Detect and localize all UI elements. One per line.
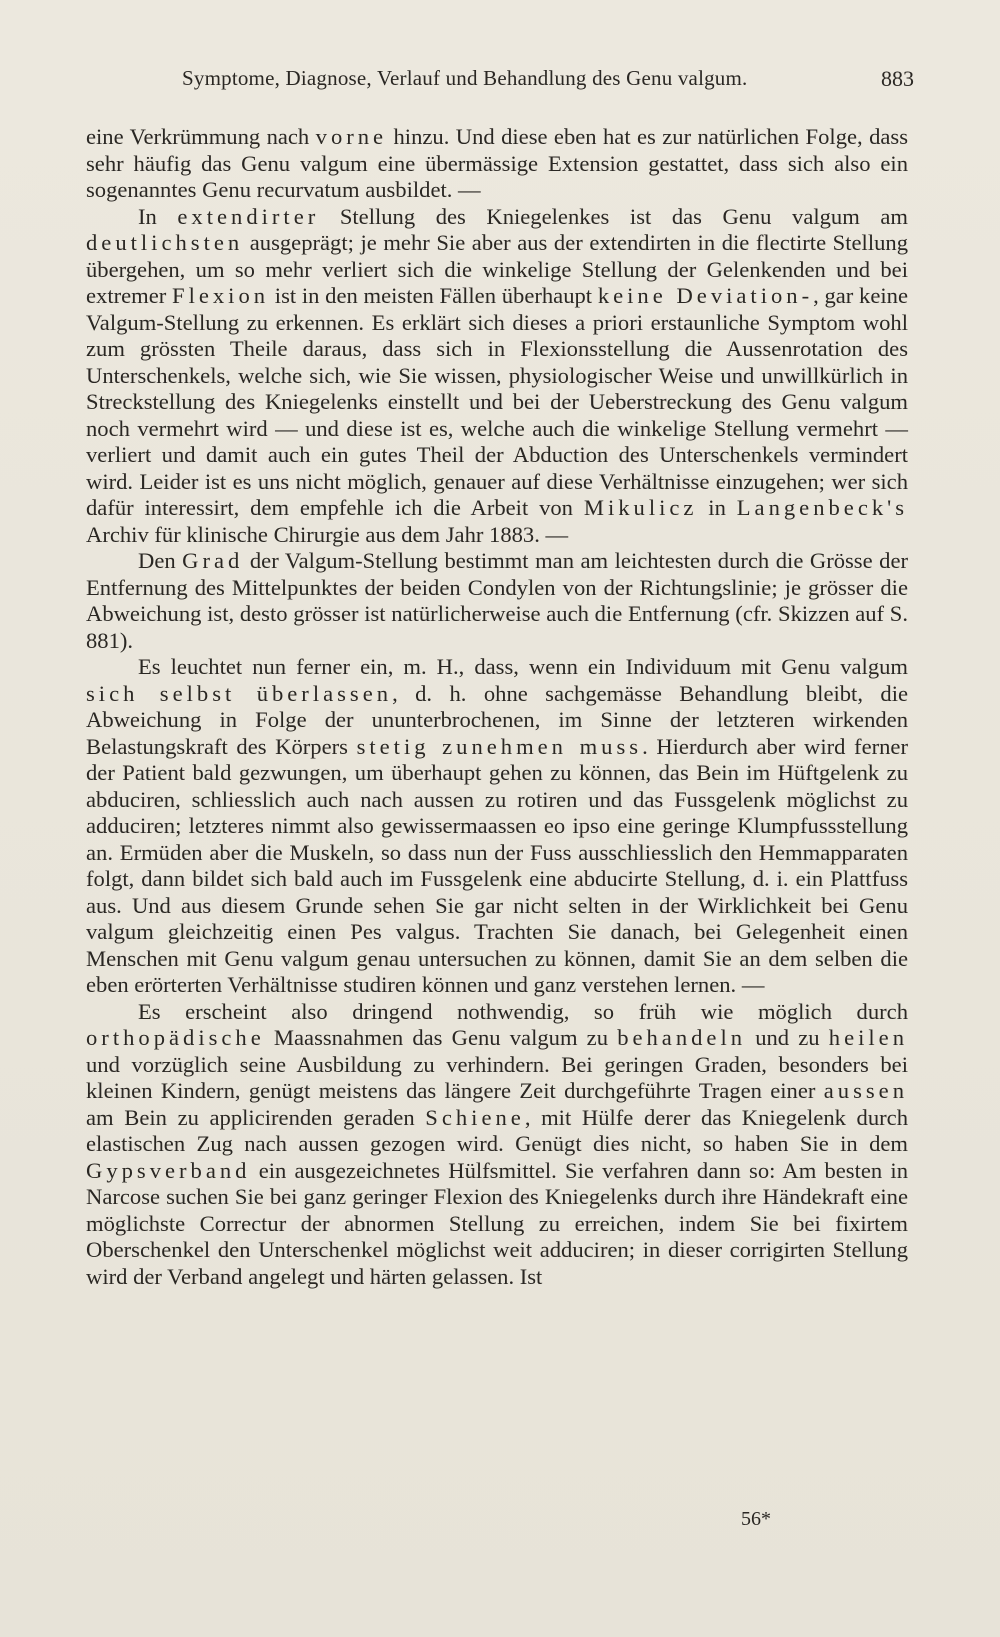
text-run: ein ausgezeichnetes Hülfsmittel. Sie verfahren dann so: Am besten in Narcose suchen Sie bei ganz geringer Flexion des Kniegelenks durch ihre Händekraft eine möglichste Correctur der abnormen Stellung zu erreichen, indem Sie bei fixirtem Oberschenkel den Unterschenkel möglichst weit adduciren; in dieser corrigirten Stellung wird der Verband angelegt und härten gelassen. Ist (86, 1157, 908, 1289)
emphasis-spaced-text: Gypsverband (86, 1157, 251, 1183)
emphasis-spaced-text: deutlichsten (86, 230, 244, 255)
text-run: Es erscheint also dringend nothwendig, so früh wie möglich durch (138, 998, 908, 1024)
page-header (86, 66, 914, 96)
emphasis-spaced-text: orthopädische (86, 1025, 265, 1050)
emphasis-spaced-text: Flexion (172, 283, 270, 308)
text-run: Archiv für klinische Chirurgie aus dem Jahr 1883. — (86, 521, 569, 547)
text-run: in (697, 495, 737, 520)
text-run: Maassnahmen das Genu valgum zu (264, 1025, 618, 1050)
body-text (86, 124, 908, 1290)
signature-mark: 56* (741, 1508, 771, 1530)
emphasis-spaced-text: stetig zunehmen muss (356, 733, 643, 759)
emphasis-spaced-text: keine Deviation- (597, 283, 814, 308)
text-run: hinzu. Und diese eben hat es zur natürlichen Folge, dass sehr häufig das Genu valgum eine übermässige Extension gestattet, dass sich also ein sogenanntes Genu recurvatum ausbildet. — (86, 124, 908, 202)
text-run: Stellung des Kniegelenkes ist das Genu valgum am (319, 203, 908, 229)
emphasis-spaced-text: Grad (182, 548, 244, 573)
emphasis-spaced-text: extendirter (177, 203, 320, 229)
text-run: Es leuchtet nun ferner ein, m. H., dass, wenn ein Individuum mit Genu valgum (138, 654, 908, 679)
emphasis-spaced-text: vorne (315, 124, 388, 149)
page-number: 883 (881, 66, 914, 91)
paragraph (86, 654, 908, 999)
emphasis-spaced-text: Mikulicz (583, 495, 698, 520)
text-run: eine Verkrümmung nach (86, 124, 316, 149)
paragraph (86, 124, 908, 204)
text-run: , mit Hülfe derer das Kniegelenk durch elastischen Zug nach aussen gezogen wird. Genügt dies nicht, so haben Sie in dem (86, 1104, 909, 1156)
text-run: am Bein zu applicirenden geraden (86, 1104, 426, 1130)
running-title: Symptome, Diagnose, Verlauf und Behandlung des Genu valgum. (182, 66, 748, 90)
paragraph (86, 999, 908, 1291)
text-run: und vorzüglich seine Ausbildung zu verhindern. Bei geringen Graden, besonders bei kleinen Kindern, genügt meistens das längere Zeit durchgeführte Tragen einer (86, 1051, 908, 1103)
text-run: Den (138, 548, 183, 573)
text-run: der Valgum-Stellung bestimmt man am leichtesten durch die Grösse der Entfernung des Mittelpunktes der beiden Condylen von der Richtungslinie; je grösser die Abweichung ist, desto grösser ist natürlicherweise auch die Entfernung (cfr. Skizzen auf S. 881). (86, 548, 908, 653)
text-run: ausgeprägt; je mehr Sie aber aus der extendirten in die flectirte Stellung übergehen, um so mehr verliert sich die winkelige Stellung der Gelenkenden und bei extremer (86, 230, 908, 308)
emphasis-spaced-text: behandeln (617, 1025, 747, 1050)
text-run: , d. h. ohne sachgemässe Behandlung bleibt, die Abweichung in Folge der ununterbrochenen, im Sinne der letzteren wirkenden Belastungskraft des Körpers (86, 680, 908, 759)
text-run: , gar keine Valgum-Stellung zu erkennen. Es erklärt sich dieses a priori erstaunliche Symptom wohl zum grössten Theile daraus, dass sich in Flexionsstellung die Aussenrotation des Unterschenkels, welche sich, wie Sie wissen, physiologischer Weise und unwillkürlich in Streckstellung des Kniegelenks einstellt und bei der Ueberstreckung des Genu valgum noch vermehrt wird — und diese ist es, welche auch die winkelige Stellung vermehrt — verliert und damit auch ein gutes Theil der Abduction des Unterschenkels vermindert wird. Leider ist es uns nicht möglich, genauer auf diese Verhältnisse einzugehen; wer sich dafür interessirt, dem empfehle ich die Arbeit von (86, 283, 908, 520)
emphasis-spaced-text: Langenbeck's (736, 495, 909, 520)
paragraph (86, 548, 908, 654)
paragraph (86, 204, 908, 549)
emphasis-spaced-text: heilen (828, 1025, 908, 1050)
text-run: und zu (746, 1025, 829, 1050)
emphasis-spaced-text: aussen (823, 1078, 908, 1103)
emphasis-spaced-text: sich selbst überlassen (86, 680, 393, 706)
emphasis-spaced-text: Schiene (425, 1104, 525, 1130)
text-run: ist in den meisten Fällen überhaupt (269, 283, 598, 308)
text-run: In (138, 203, 178, 229)
text-run: . Hierdurch aber wird ferner der Patient bald gezwungen, um überhaupt gehen zu können, das Bein im Hüftgelenk zu abduciren, schliesslich auch nach aussen zu rotiren und das Fussgelenk möglichst zu adduciren; letzteres nimmt also gewissermaassen eo ipso eine geringe Klumpfussstellung an. Ermüden aber die Muskeln, so dass nun der Fuss ausschliesslich den Hemmapparaten folgt, dann bildet sich bald auch im Fussgelenk eine abducirte Stellung, d. i. ein Plattfuss aus. Und aus diesem Grunde sehen Sie gar nicht selten in der Wirklichkeit bei Genu valgum gleichzeitig einen Pes valgus. Trachten Sie danach, bei Gelegenheit einen Menschen mit Genu valgum genau untersuchen zu können, damit Sie an dem selben die eben erörterten Verhältnisse studiren können und ganz verstehen lernen. — (86, 733, 908, 997)
